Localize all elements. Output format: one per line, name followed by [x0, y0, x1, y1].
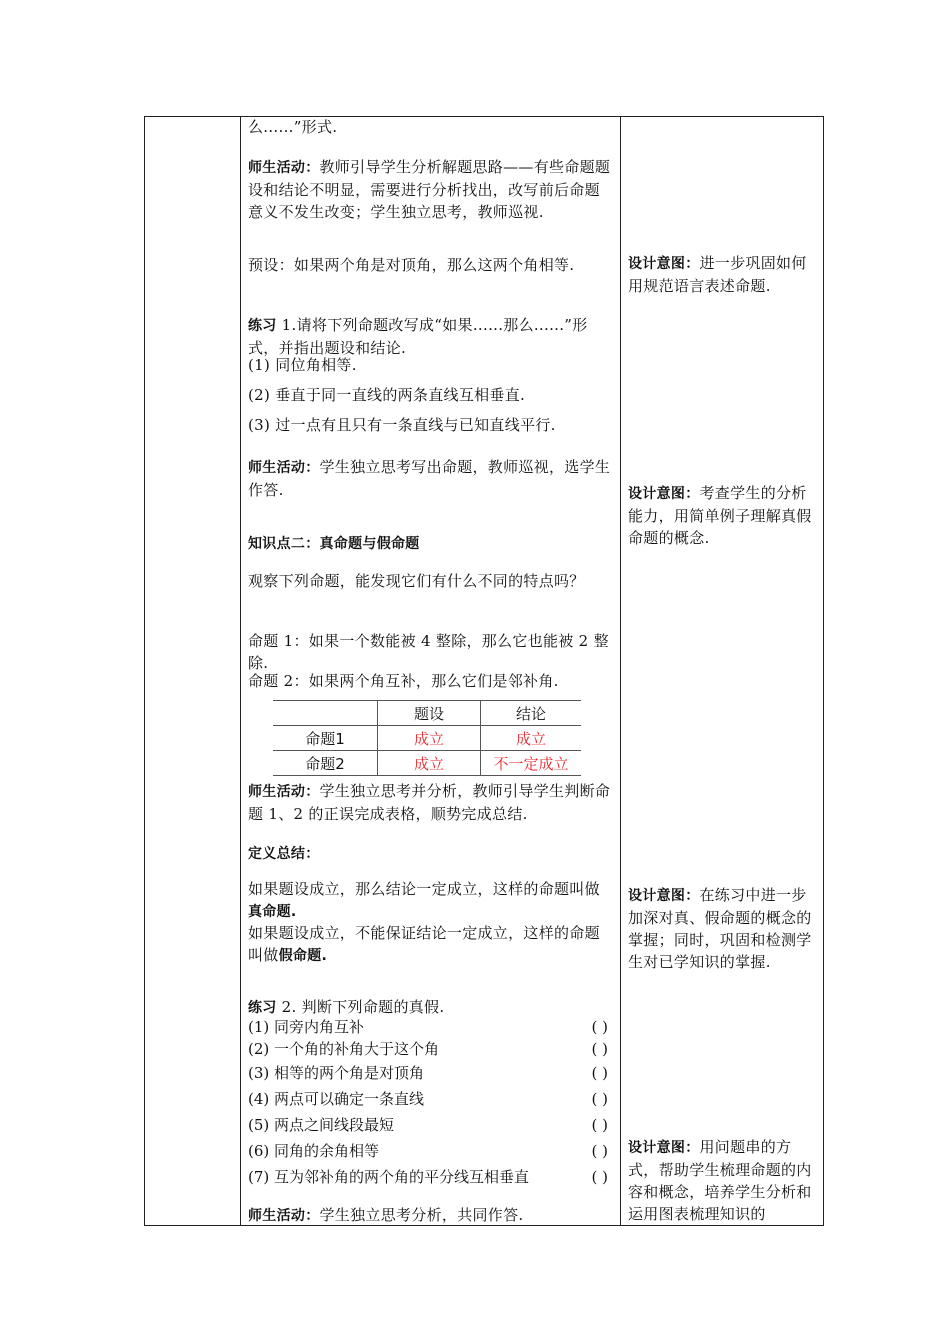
answer-blank: ( ): [591, 1040, 608, 1058]
table-header-cell: 题设: [378, 701, 481, 726]
table-cell-hypothesis: 成立: [378, 751, 481, 776]
column-divider-right: [620, 116, 621, 1226]
exercise-2-item: (1) 同旁内角互补 ( ): [248, 1018, 608, 1036]
design-intent-label: 设计意图：: [628, 256, 700, 272]
table-header-cell: 结论: [481, 701, 582, 726]
design-intent-label: 设计意图：: [628, 888, 700, 904]
exercise-label: 练习: [248, 318, 277, 334]
teacher-student-activity-2: 师生活动：学生独立思考写出命题，教师巡视，选学生作答.: [248, 458, 611, 499]
preset-answer: 预设：如果两个角是对顶角，那么这两个角相等.: [248, 256, 575, 274]
proposition-2: 命题 2：如果两个角互补，那么它们是邻补角.: [248, 672, 559, 690]
design-intent-label: 设计意图：: [628, 1140, 700, 1156]
answer-blank: ( ): [591, 1090, 608, 1108]
exercise-2-item: (3) 相等的两个角是对顶角 ( ): [248, 1064, 608, 1082]
table-cell-name: 命题1: [273, 726, 378, 751]
exercise-1-item: (1) 同位角相等.: [248, 356, 357, 374]
answer-blank: ( ): [591, 1064, 608, 1082]
activity-label: 师生活动：: [248, 460, 320, 476]
answer-blank: ( ): [591, 1018, 608, 1036]
table-cell-conclusion: 成立: [481, 726, 582, 751]
answer-blank: ( ): [591, 1168, 608, 1186]
design-intent-3: 设计意图：在练习中进一步加深对真、假命题的概念的掌握；同时，巩固和检测学生对已学知识的掌握.: [628, 886, 812, 971]
design-intent-2: 设计意图：考查学生的分析能力，用简单例子理解真假命题的概念.: [628, 484, 812, 547]
table-cell-name: 命题2: [273, 751, 378, 776]
table-header-cell: [273, 701, 378, 726]
activity-label: 师生活动：: [248, 1208, 320, 1224]
observe-prompt: 观察下列命题，能发现它们有什么不同的特点吗？: [248, 572, 585, 590]
design-intent-label: 设计意图：: [628, 486, 700, 502]
activity-label: 师生活动：: [248, 160, 320, 176]
teacher-student-activity-1: 师生活动：教师引导学生分析解题思路——有些命题题设和结论不明显，需要进行分析找出，改写前后命题意义不发生改变；学生独立思考，教师巡视.: [248, 158, 611, 221]
exercise-2-item: (6) 同角的余角相等 ( ): [248, 1142, 608, 1160]
teacher-student-activity-4: 师生活动：学生独立思考分析，共同作答.: [248, 1206, 524, 1224]
activity-label: 师生活动：: [248, 784, 320, 800]
proposition-judgement-table: [273, 700, 581, 776]
exercise-label: 练习: [248, 1000, 277, 1016]
exercise-2-item: (7) 互为邻补角的两个角的平分线互相垂直 ( ): [248, 1168, 608, 1186]
table-cell-hypothesis: 成立: [378, 726, 481, 751]
exercise-1: 练习 1.请将下列命题改写成“如果......那么......”形式，并指出题设和结论.: [248, 316, 588, 357]
answer-blank: ( ): [591, 1116, 608, 1134]
table-row: [273, 751, 581, 776]
table-cell-conclusion: 不一定成立: [481, 751, 582, 776]
knowledge-point-2-title: 知识点二：真命题与假命题: [248, 536, 420, 552]
teacher-student-activity-3: 师生活动：学生独立思考并分析，教师引导学生判断命题 1、2 的正误完成表格，顺势完成总结.: [248, 782, 611, 823]
table-header-row: [273, 701, 581, 726]
exercise-1-item: (2) 垂直于同一直线的两条直线互相垂直.: [248, 386, 526, 404]
exercise-2: 练习 2. 判断下列命题的真假.: [248, 998, 445, 1016]
proposition-1: 命题 1：如果一个数能被 4 整除，那么它也能被 2 整除.: [248, 632, 609, 672]
continued-text: 么......”形式.: [248, 118, 338, 136]
column-divider-left: [240, 116, 241, 1226]
table-row: [273, 726, 581, 751]
design-intent-1: 设计意图：进一步巩固如何用规范语言表述命题.: [628, 254, 807, 295]
exercise-2-item: (5) 两点之间线段最短 ( ): [248, 1116, 608, 1134]
exercise-2-item: (2) 一个角的补角大于这个角 ( ): [248, 1040, 608, 1058]
answer-blank: ( ): [591, 1142, 608, 1160]
design-intent-4: 设计意图：用问题串的方式，帮助学生梳理命题的内容和概念，培养学生分析和运用图表梳理知识的: [628, 1138, 812, 1223]
definition-summary-title: 定义总结：: [248, 846, 320, 862]
exercise-1-item: (3) 过一点有且只有一条直线与已知直线平行.: [248, 416, 556, 434]
exercise-2-item: (4) 两点可以确定一条直线 ( ): [248, 1090, 608, 1108]
definition-true-proposition: 如果题设成立，那么结论一定成立，这样的命题叫做真命题.: [248, 880, 600, 920]
definition-false-proposition: 如果题设成立，不能保证结论一定成立，这样的命题叫做假命题.: [248, 924, 600, 964]
